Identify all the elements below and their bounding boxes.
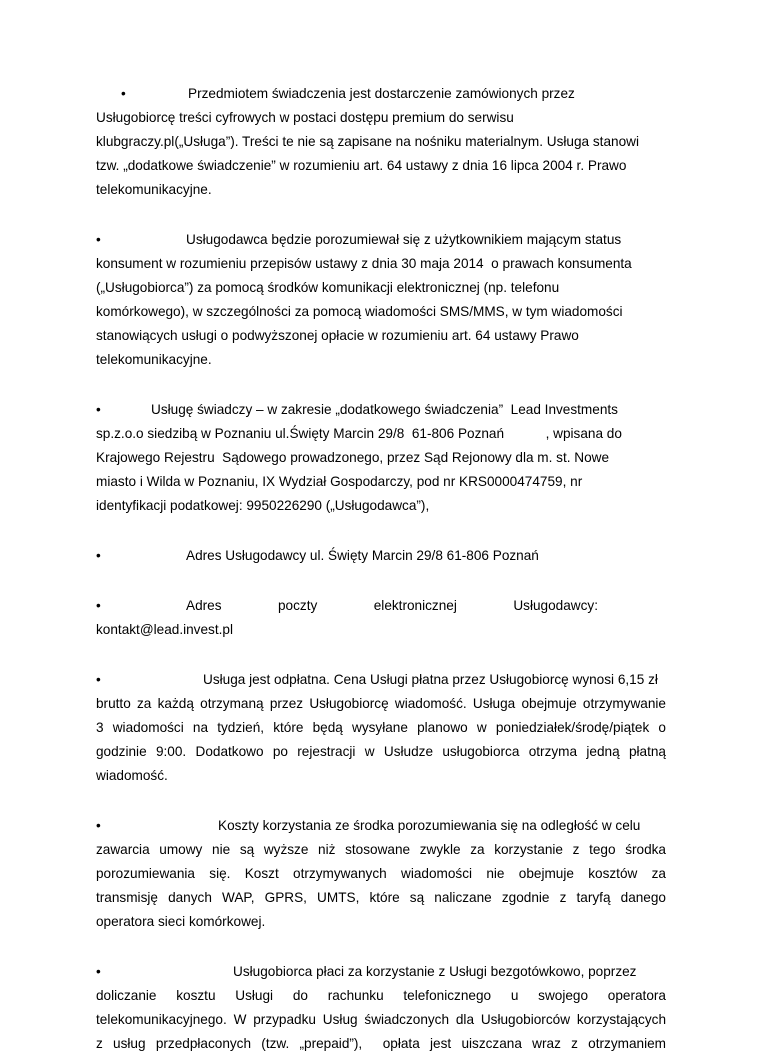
text-line: komórkowego), w szczególności za pomocą wiadomości SMS/MMS, w tym wiadomości [96,304,623,319]
text-line: godzinie 9:00. Dodatkowo po rejestracji w Usłudze usługobiorca otrzyma jedną płatną [96,744,666,759]
text-line: operatora sieci komórkowej. [96,914,266,929]
text-line: transmisję danych WAP, GPRS, UMTS, które są naliczane zgodnie z taryfą danego [96,890,666,905]
bullet: • [96,598,101,613]
bullet: • [96,964,101,979]
text-line: Usługa jest odpłatna. Cena Usługi płatna przez Usługobiorcę wynosi 6,15 zł [203,672,658,687]
text-line: 3 wiadomości na tydzień, które będą wysyłane planowo w poniedziałek/środę/piątek o [96,720,666,735]
word: Usługodawcy: [513,598,598,613]
text-line: Adres Usługodawcy ul. Święty Marcin 29/8 61-806 Poznań [186,548,539,563]
text-line: Usługodawca będzie porozumiewał się z użytkownikiem mającym status [186,232,622,247]
text-line: Przedmiotem świadczenia jest dostarczenie zamówionych przez [188,86,575,101]
text-line: z usług przedpłaconych (tzw. „prepaid”), opłata jest uiszczana wraz z otrzymaniem [96,1036,666,1051]
text-line: telekomunikacyjne. [96,182,212,197]
bullet: • [96,402,101,417]
text-line: Usługę świadczy – w zakresie „dodatkowego świadczenia” Lead Investments [151,402,618,417]
text-line: stanowiących usługi o podwyższonej opłacie w rozumieniu art. 64 ustawy Prawo [96,328,579,343]
text-line: Koszty korzystania ze środka porozumiewania się na odległość w celu [218,818,641,833]
text-line: konsument w rozumieniu przepisów ustawy z dnia 30 maja 2014 o prawach konsumenta [96,256,632,271]
text-line: Usługobiorcę treści cyfrowych w postaci dostępu premium do serwisu [96,110,514,125]
text-line-justified [186,595,598,617]
text-line: wiadomość. [96,768,168,783]
bullet: • [121,86,126,101]
email-link[interactable]: kontakt@lead.invest.pl [96,622,233,637]
word: Adres [186,598,222,613]
word: poczty [277,598,318,613]
text-line: telekomunikacyjne. [96,352,212,367]
text-line: sp.z.o.o siedzibą w Poznaniu ul.Święty Marcin 29/8 61-806 Poznań , wpisana do [96,426,622,441]
text-line: Krajowego Rejestru Sądowego prowadzonego, przez Sąd Rejonowy dla m. st. Nowe [96,450,610,465]
text-line: tzw. „dodatkowe świadczenie” w rozumieniu art. 64 ustawy z dnia 16 lipca 2004 r. Prawo [96,158,627,173]
text-line: brutto za każdą otrzymaną przez Usługobiorcę wiadomość. Usługa obejmuje otrzymywanie [96,696,666,711]
text-line: telekomunikacyjnego. W przypadku Usług świadczonych dla Usługobiorców korzystających [96,1012,666,1027]
bullet: • [96,672,101,687]
bullet: • [96,548,101,563]
text-line: doliczanie kosztu Usługi do rachunku telefonicznego u swojego operatora [96,988,666,1003]
text-line: miasto i Wilda w Poznaniu, IX Wydział Gospodarczy, pod nr KRS0000474759, nr [96,474,583,489]
text-line: porozumiewania się. Koszt otrzymywanych wiadomości nie obejmuje kosztów za [96,866,666,881]
text-line: zawarcia umowy nie są wyższe niż stosowane zwykle za korzystanie z tego środka [96,842,666,857]
word: elektronicznej [373,598,457,613]
bullet: • [96,232,101,247]
bullet: • [96,818,101,833]
text-line: klubgraczy.pl(„Usługa”). Treści te nie są zapisane na nośniku materialnym. Usługa stanowi [96,134,639,149]
text-line: („Usługobiorca”) za pomocą środków komunikacji elektronicznej (np. telefonu [96,280,560,295]
text-line: identyfikacji podatkowej: 9950226290 („Usługodawca”), [96,498,430,513]
text-line: Usługobiorca płaci za korzystanie z Usługi bezgotówkowo, poprzez [233,964,637,979]
